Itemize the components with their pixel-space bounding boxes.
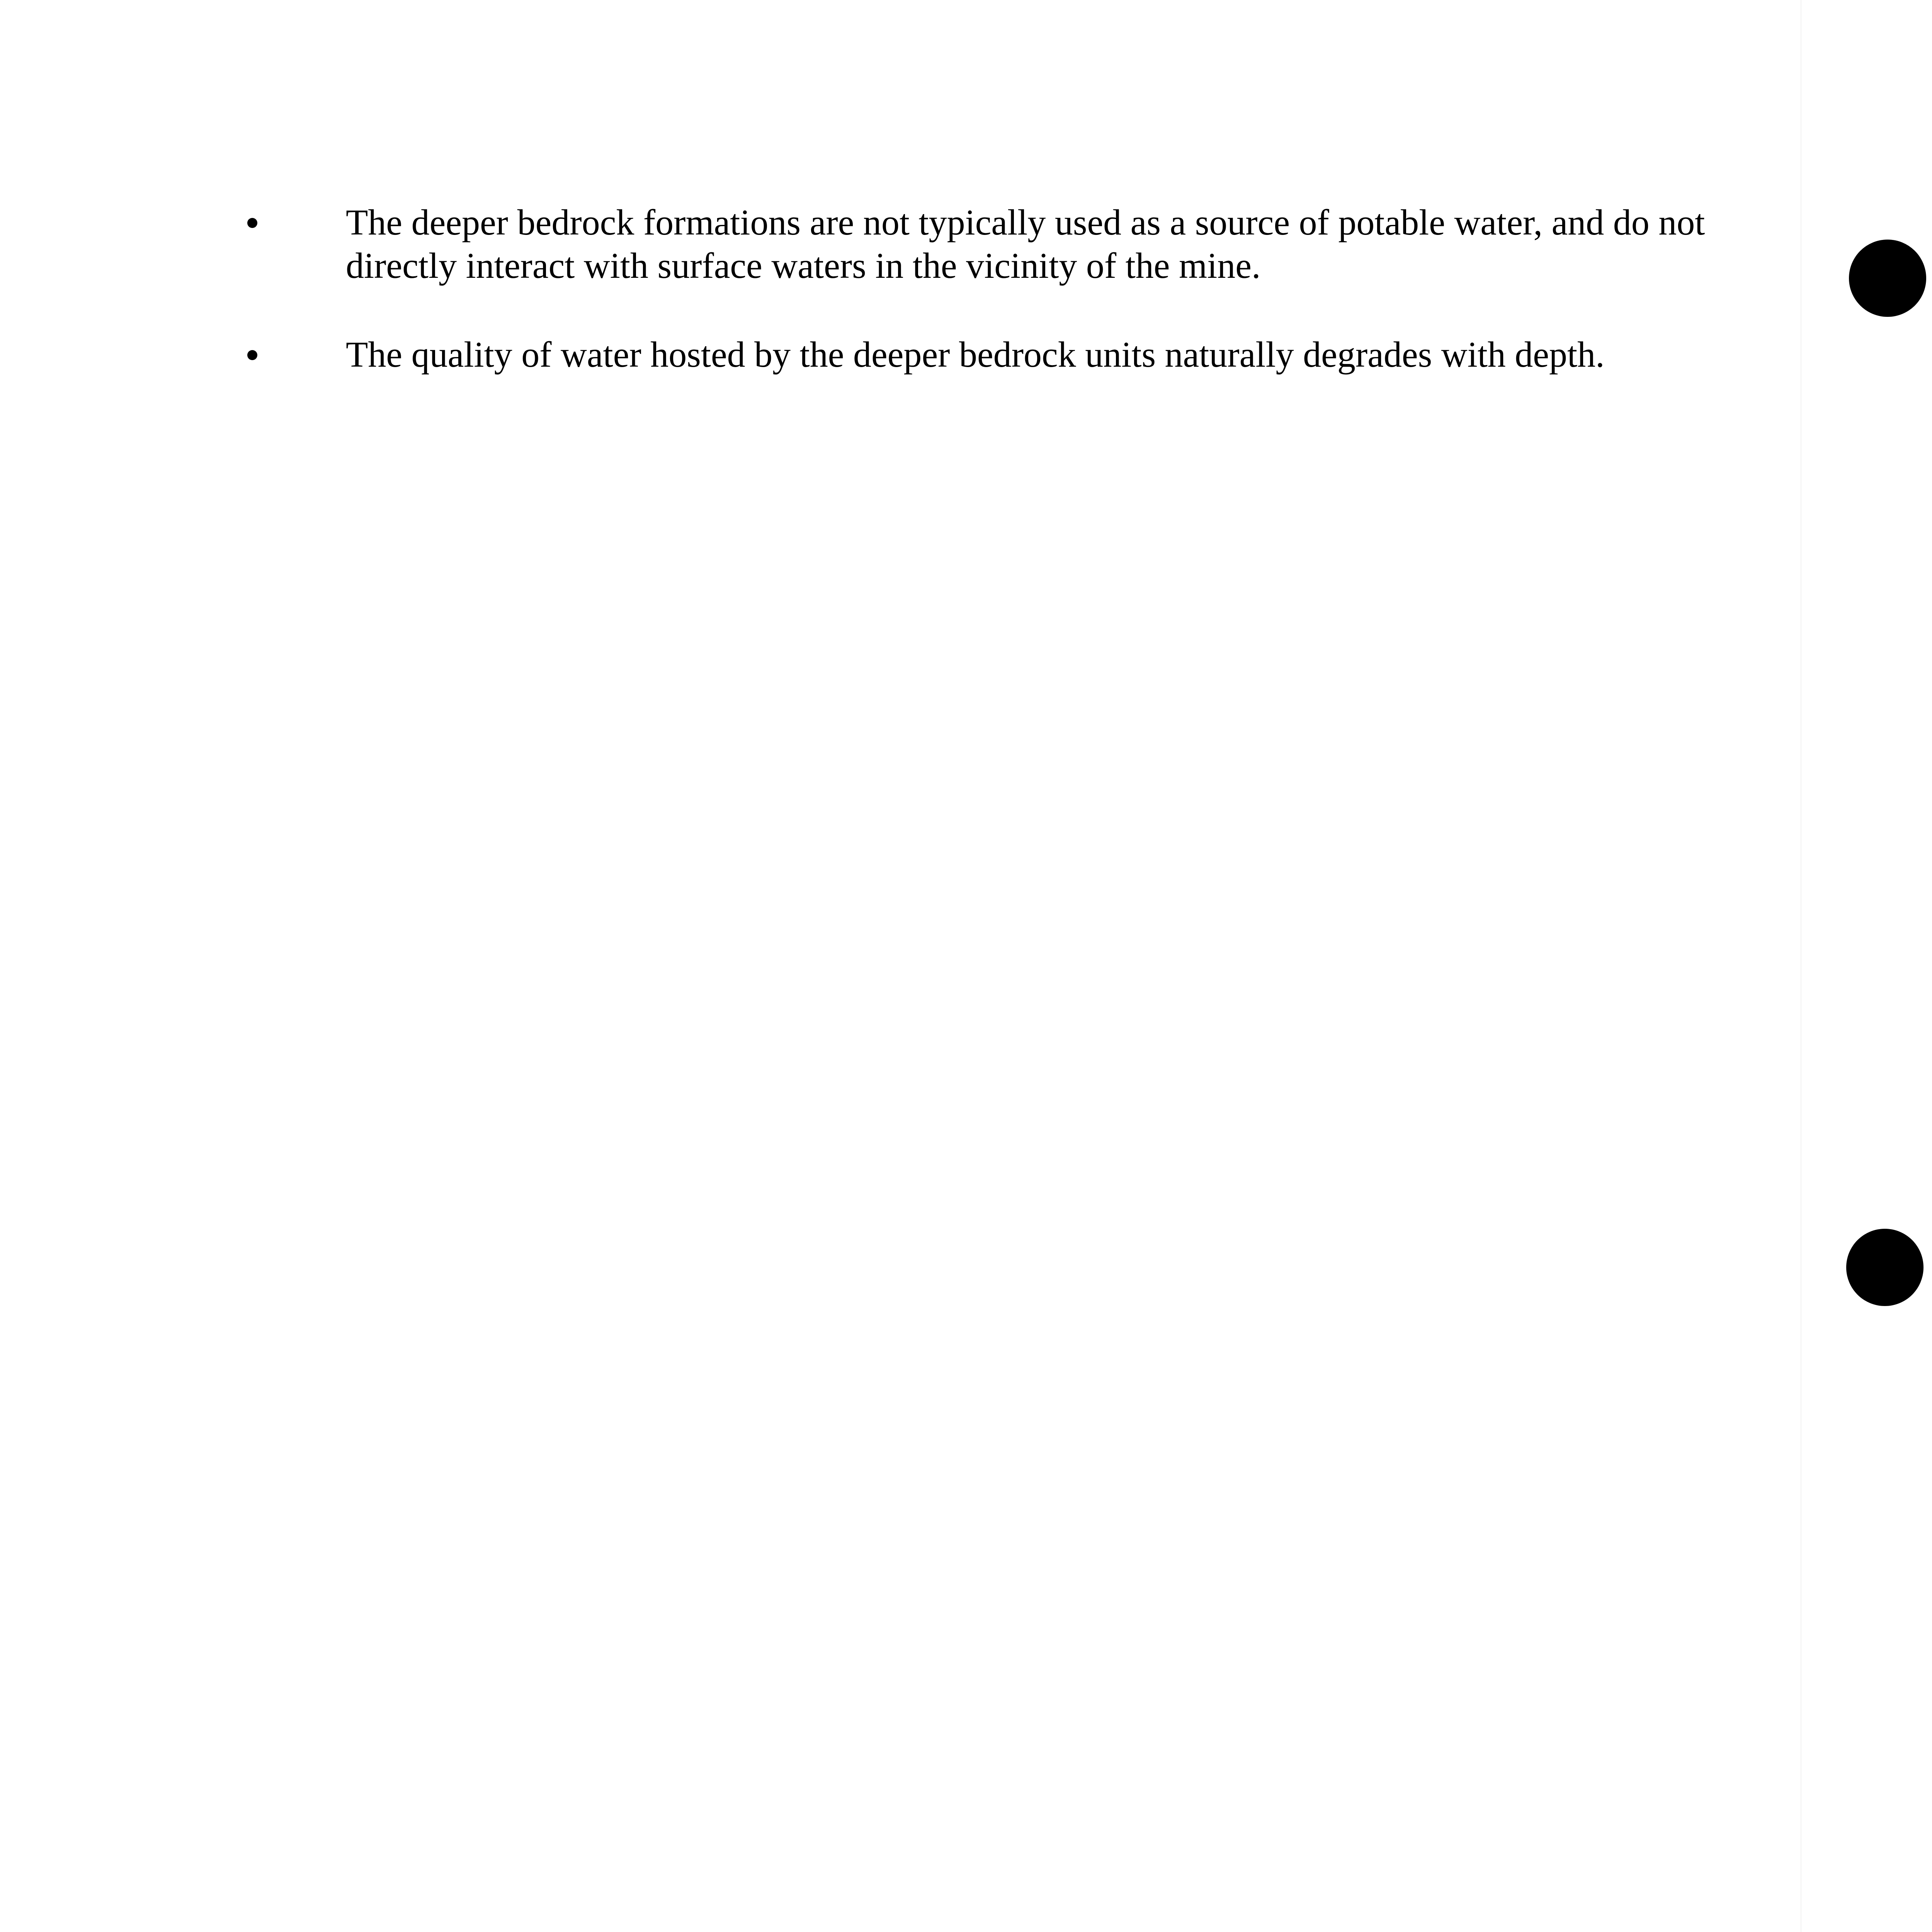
bullet-icon xyxy=(247,218,257,228)
bullet-list xyxy=(247,201,1716,422)
bullet-item xyxy=(247,333,1716,376)
bullet-text: The deeper bedrock formations are not typically used as a source of potable water, and do not directly interact with surface waters in the vicinity of the mine. xyxy=(346,202,1705,286)
bullet-icon xyxy=(247,350,257,360)
punch-hole-middle xyxy=(1846,1229,1923,1306)
punch-hole-top xyxy=(1849,240,1926,317)
bullet-text: The quality of water hosted by the deeper bedrock units naturally degrades with depth. xyxy=(346,335,1605,375)
bullet-item xyxy=(247,201,1716,287)
